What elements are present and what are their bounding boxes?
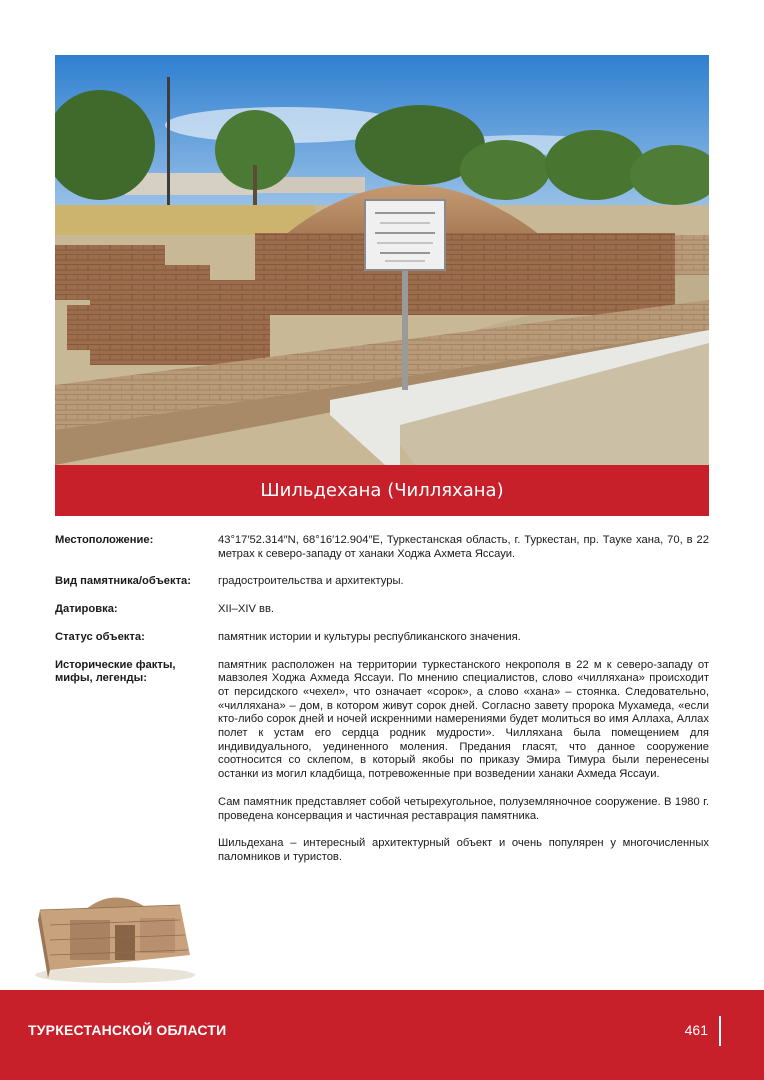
history-paragraph: Шильдехана – интересный архитектурный объект и очень популярен у многочисленных паломников и туристов.: [218, 837, 709, 863]
history-label: Исторические факты, мифы, легенды:: [55, 658, 176, 685]
history-value: [218, 659, 709, 865]
footer-region-title: ТУРКЕСТАНСКОЙ ОБЛАСТИ: [28, 1022, 227, 1038]
location-label: Местоположение:: [55, 534, 154, 546]
type-label: Вид памятника/объекта:: [55, 575, 191, 588]
status-value: памятник истории и культуры республиканского значения.: [218, 630, 521, 643]
info-row-status: [55, 631, 709, 645]
info-row-location: [55, 534, 709, 561]
info-row-type: [55, 575, 709, 589]
page-title: Шильдехана (Чилляхана): [260, 480, 504, 501]
type-value: градостроительства и архитектуры.: [218, 575, 404, 588]
info-row-history: [55, 659, 709, 865]
status-label: Статус объекта:: [55, 630, 145, 643]
history-paragraph: Сам памятник представляет собой четырехугольное, полуземляночное сооружение. В 1980 г. проведена консервация и частичная реставрация памятника.: [218, 795, 709, 822]
info-row-dating: [55, 603, 709, 617]
dating-value: XII–XIV вв.: [218, 603, 275, 616]
title-bar: [55, 465, 709, 516]
history-paragraph: памятник расположен на территории туркестанского некрополя в 22 м к северо-западу от мавзолея Ходжа Ахмеда Яссауи. По мнению специалистов, слово «чилляхана» происходит от персидского «чехел», что означает «сорок», а слово «хана» – стоянка. Следовательно, «чилляхана» – дом, в котором живут сорок дней. Согласно завету пророка Мухамеда, «если кто-либо сорок дней и ночей искренними намерениями будет молиться во имя Аллаха, Аллах полет к устам его сердца родник мудрости». Чилляхана была помещением для индивидуального, уединенного моления. Предания гласят, что данное сооружение соотносится со склепом, в который якобы по приказу Эмира Тимура были перенесены останки из могил кладбища, потревоженные при возведении ханаки Ахмеда Яссауи.: [218, 658, 709, 781]
location-value: 43°17′52.314″N, 68°16′12.904″E, Туркестанская область, г. Туркестан, пр. Тауке хана, 70, в 22 метрах к северо-западу от ханаки Ходжа Ахмета Яссауи.: [218, 534, 709, 560]
page-number-divider: [719, 1016, 721, 1046]
page-number: 461: [684, 1022, 708, 1038]
monument-photo-illustration: [55, 55, 709, 465]
monument-sketch-illustration: [30, 880, 205, 985]
monument-sketch: [30, 880, 205, 985]
info-table: [55, 534, 709, 879]
dating-label: Датировка:: [55, 603, 118, 616]
monument-photo: [55, 55, 709, 465]
